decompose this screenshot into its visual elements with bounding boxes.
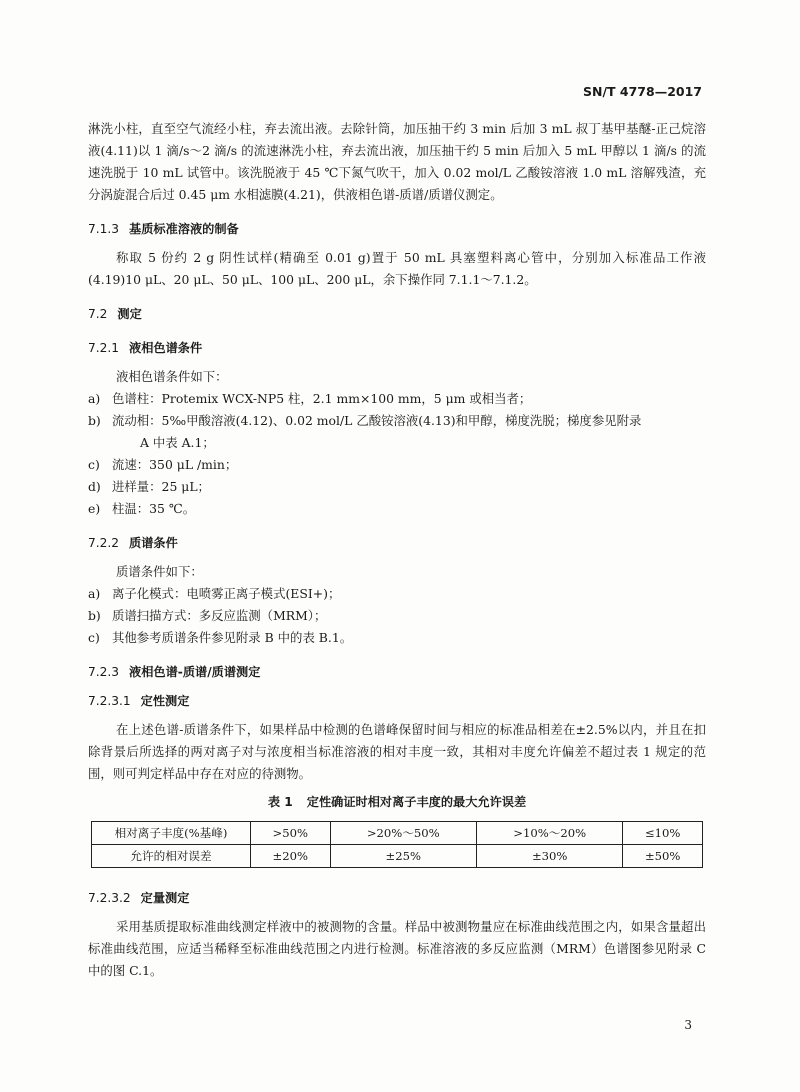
section-number: 7.2.2 [88,536,120,550]
paragraph-elution: 淋洗小柱，直至空气流经小柱，弃去流出液。去除针筒，加压抽干约 3 min 后加 3 mL 叔丁基甲基醚-正己烷溶液(4.11)以 1 滴/s～2 滴/s 的流速淋洗小柱，弃去流出液，加压抽干约 5 min 后加入 5 mL 甲醇以 1 滴/s 的流速洗脱于 10 mL 试管中。该洗脱液于 45 ℃下氮气吹干，加入 0.02 mol/L 乙酸铵溶液 1.0 mL 溶解残渣，充分涡旋混合后过 0.45 μm 水相滤膜(4.21)，供液相色谱-质谱/质谱仪测定。 [88,121,706,202]
section-7-2-heading [88,303,706,325]
list-item: e) 柱温：35 ℃。 [88,501,196,516]
section-title: 定量测定 [140,891,190,905]
table-row [92,822,703,845]
section-title: 液相色谱-质谱/质谱测定 [129,665,261,679]
section-title: 液相色谱条件 [129,341,203,355]
section-7-1-3-heading [88,218,706,240]
standard-code-header: SN/T 4778—2017 [583,84,702,99]
section-7-2-2-heading [88,532,706,554]
section-number: 7.2.3.2 [88,891,131,905]
table-cell: 允许的相对误差 [92,845,251,868]
section-7-2-3-1-heading [88,690,706,712]
paragraph-matrix-standard: 称取 5 份约 2 g 阴性试样(精确至 0.01 g)置于 50 mL 具塞塑料离心管中，分别加入标准品工作液(4.19)10 μL、20 μL、50 μL、100 μL、200 μL，余下操作同 7.1.1～7.1.2。 [88,250,706,287]
paragraph-qualitative: 在上述色谱-质谱条件下，如果样品中检测的色谱峰保留时间与相应的标准品相差在±2.5%以内，并且在扣除背景后所选择的两对离子对与浓度相当标准溶液的相对丰度一致，其相对丰度允许偏差不超过表 1 规定的范围，则可判定样品中存在对应的待测物。 [88,722,706,781]
ms-conditions-lead: 质谱条件如下： [116,564,203,579]
table-cell: ±20% [251,845,331,868]
section-number: 7.2.3 [88,665,120,679]
ms-conditions-list [88,583,706,649]
table-cell: >50% [251,822,331,845]
table-cell: 相对离子丰度(%基峰) [92,822,251,845]
list-item: a) 色谱柱：Protemix WCX-NP5 柱，2.1 mm×100 mm，5 μm 或相当者； [88,391,532,406]
list-item: c) 流速：350 μL /min； [88,457,238,472]
section-7-2-3-heading [88,661,706,683]
list-item-continuation: A 中表 A.1； [140,435,215,450]
page-number: 3 [684,1018,692,1032]
section-title: 测定 [117,307,142,321]
section-title: 质谱条件 [129,536,178,550]
section-number: 7.2.3.1 [88,694,131,708]
section-7-2-1-heading [88,337,706,359]
section-number: 7.2.1 [88,341,120,355]
table-cell: ±25% [330,845,476,868]
list-item: c) 其他参考质谱条件参见附录 B 中的表 B.1。 [88,630,353,645]
list-item: b) 流动相：5‰甲酸溶液(4.12)、0.02 mol/L 乙酸铵溶液(4.13)和甲醇，梯度洗脱；梯度参见附录 [88,413,642,428]
table-row [92,845,703,868]
section-title: 定性测定 [140,694,190,708]
lc-conditions-lead: 液相色谱条件如下： [116,369,228,384]
page-content [88,118,706,982]
relative-abundance-table [91,821,703,868]
table-cell: >10%～20% [476,822,622,845]
table-title: 定性确证时相对离子丰度的最大允许误差 [306,795,527,809]
list-item: a) 离子化模式：电喷雾正离子模式(ESI+)； [88,586,341,601]
table-number: 表 1 [267,795,293,809]
table-cell: ±50% [623,845,703,868]
table-caption [88,791,706,813]
section-title: 基质标准溶液的制备 [129,222,239,236]
section-number: 7.1.3 [88,222,120,236]
section-7-2-3-2-heading [88,887,706,909]
table-cell: ≤10% [623,822,703,845]
paragraph-quantitative: 采用基质提取标准曲线测定样液中的被测物的含量。样品中被测物量应在标准曲线范围之内，如果含量超出标准曲线范围，应适当稀释至标准曲线范围之内进行检测。标准溶液的多反应监测（MRM）色谱图参见附录 C 中的图 C.1。 [88,919,706,978]
lc-conditions-list [88,388,706,520]
section-number: 7.2 [88,307,108,321]
table-cell: ±30% [476,845,622,868]
list-item: d) 进样量：25 μL； [88,479,210,494]
table-cell: >20%～50% [330,822,476,845]
list-item: b) 质谱扫描方式：多反应监测（MRM）； [88,608,327,623]
